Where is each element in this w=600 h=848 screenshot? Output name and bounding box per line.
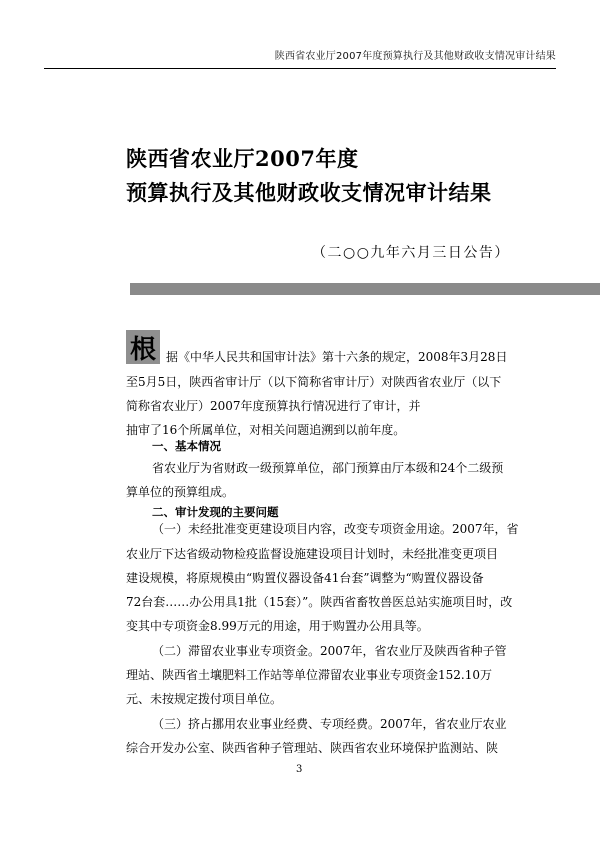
body-line: （一）未经批准变更建设项目内容，改变专项资金用途。2007年，省	[152, 522, 519, 536]
body-line: 理站、陕西省土壤肥料工作站等单位滞留农业事业专项资金152.10万	[126, 668, 492, 682]
body-line: 简称省农业厅）2007年度预算执行情况进行了审计，并	[126, 399, 421, 413]
page-number: 3	[296, 764, 303, 775]
body-line: 72台套……办公用具1批（15套）”。陕西省畜牧兽医总站实施项目时，改	[126, 595, 513, 609]
body-line: 农业厅下达省级动物检疫监督设施建设项目计划时，未经批准变更项目	[126, 547, 499, 561]
body-line: 变其中专项资金8.99万元的用途，用于购置办公用具等。	[126, 619, 429, 633]
body-line: 综合开发办公室、陕西省种子管理站、陕西省农业环境保护监测站、陕	[126, 741, 499, 755]
header-rule	[44, 68, 556, 69]
decorative-gray-band	[130, 283, 600, 295]
body-line: 元、未按规定拨付项目单位。	[126, 692, 283, 706]
body-line: （二）滞留农业事业专项资金。2007年，省农业厅及陕西省种子管	[152, 644, 507, 658]
body-line: （三）挤占挪用农业事业经费、专项经费。2007年，省农业厅农业	[152, 717, 507, 731]
body-line: 抽审了16个所属单位，对相关问题追溯到以前年度。	[126, 423, 406, 437]
drop-cap: 根	[126, 330, 160, 364]
section-heading: 二、审计发现的主要问题	[152, 505, 279, 519]
body-line: 建设规模，将原规模由“购置仪器设备41台套”调整为“购置仪器设备	[126, 571, 484, 585]
running-header: 陕西省农业厅2007年度预算执行及其他财政收支情况审计结果	[274, 51, 556, 62]
section-heading: 一、基本情况	[152, 439, 221, 453]
body-line: 省农业厅为省财政一级预算单位，部门预算由厅本级和24个二级预	[152, 461, 504, 475]
announcement-date: （二○○九年六月三日公告）	[312, 245, 510, 261]
title-line-2: 预算执行及其他财政收支情况审计结果	[126, 180, 492, 205]
body-line: 据《中华人民共和国审计法》第十六条的规定，2008年3月28日	[166, 350, 508, 364]
body-line: 算单位的预算组成。	[126, 485, 235, 499]
body-line: 至5月5日，陕西省审计厅（以下简称省审计厅）对陕西省农业厅（以下	[126, 375, 502, 389]
title-line-1: 陕西省农业厅2007年度	[126, 146, 359, 171]
